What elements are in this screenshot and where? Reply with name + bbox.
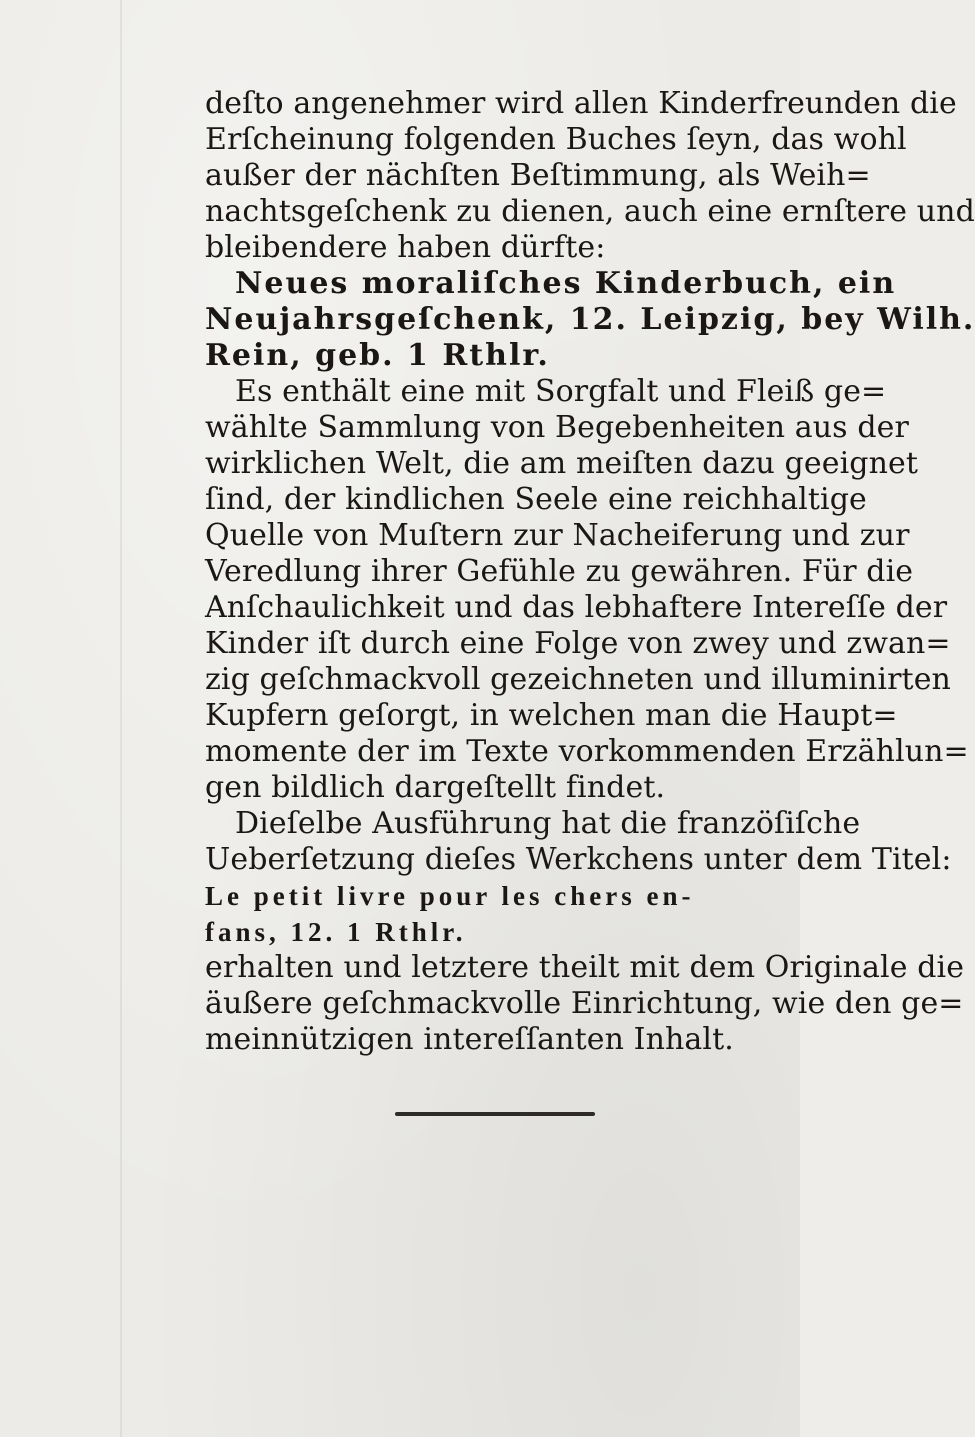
text-line: Es enthält eine mit Sorgfalt und Fleiß ge= [235, 374, 887, 409]
text-line: äußere geſchmackvolle Einrichtung, wie den ge= [205, 986, 964, 1021]
text-line: wählte Sammlung von Begebenheiten aus der [205, 410, 909, 445]
text-line: meinnützigen intereſſanten Inhalt. [205, 1022, 734, 1057]
page-text [205, 86, 975, 1058]
page-fold-shadow [120, 0, 122, 1437]
book-title-line: Neues moraliſches Kinderbuch, ein [235, 266, 897, 301]
closing-rule [395, 1112, 595, 1116]
text-line: bleibendere haben dürfte: [205, 230, 606, 265]
text-line: Dieſelbe Ausführung hat die franzöſiſche [235, 806, 861, 841]
text-line: Kupfern geſorgt, in welchen man die Haupt= [205, 698, 898, 733]
text-line: Veredlung ihrer Gefühle zu gewähren. Für die [205, 554, 914, 589]
text-line: nachtsgeſchenk zu dienen, auch eine ernſtere und [205, 194, 975, 229]
text-line: Kinder iſt durch eine Folge von zwey und zwan= [205, 626, 951, 661]
french-title-line: fans, 12. 1 Rthlr. [205, 917, 467, 947]
book-title-line: Rein, geb. 1 Rthlr. [205, 338, 550, 373]
text-line: momente der im Texte vorkommenden Erzählun= [205, 734, 969, 769]
text-line: deſto angenehmer wird allen Kinderfreunden die [205, 86, 957, 121]
text-line: außer der nächſten Beſtimmung, als Weih= [205, 158, 871, 193]
text-line: wirklichen Welt, die am meiſten dazu geeignet [205, 446, 919, 481]
text-line: Anſchaulichkeit und das lebhaftere Intereſſe der [205, 590, 948, 625]
text-line: Erſcheinung folgenden Buches ſeyn, das wohl [205, 122, 907, 157]
text-line: Quelle von Muſtern zur Nacheiferung und zur [205, 518, 910, 553]
book-title-line: Neujahrsgeſchenk, 12. Leipzig, bey Wilh. [205, 302, 975, 337]
french-title-line: Le petit livre pour les chers en- [205, 881, 695, 911]
text-line: gen bildlich dargeſtellt findet. [205, 770, 666, 805]
text-line: erhalten und letztere theilt mit dem Originale die [205, 950, 965, 985]
text-line: zig geſchmackvoll gezeichneten und illuminirten [205, 662, 951, 697]
text-line: Ueberſetzung dieſes Werkchens unter dem Titel: [205, 842, 952, 877]
text-line: ſind, der kindlichen Seele eine reichhaltige [205, 482, 867, 517]
